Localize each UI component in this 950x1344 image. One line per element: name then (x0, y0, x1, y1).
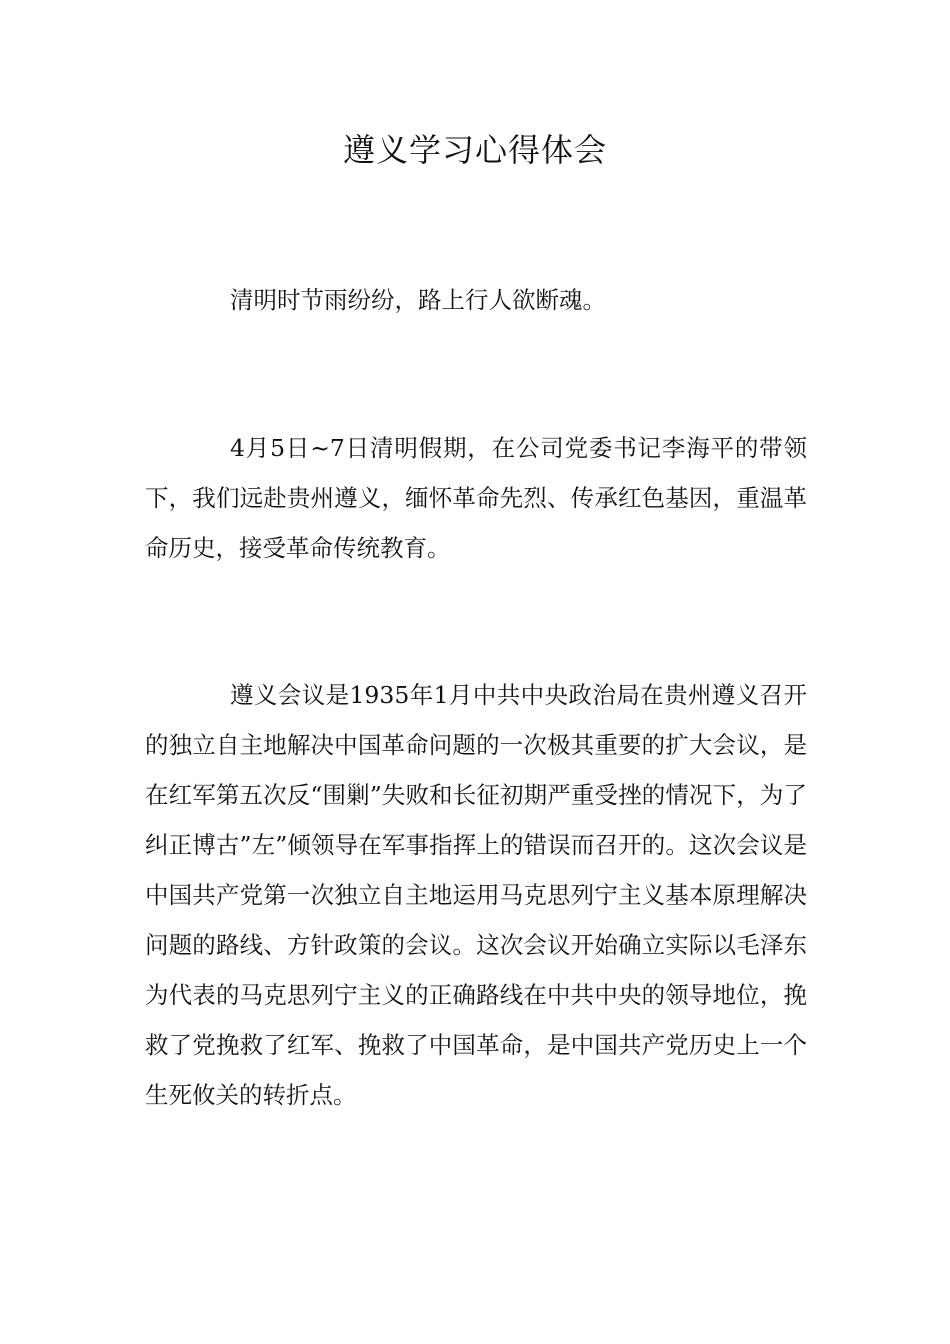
document-title: 遵义学习心得体会 (342, 131, 607, 169)
paragraph-zunyi-meeting: 遵义会议是1935年1月中共中央政治局在贵州遵义召开的独立自主地解决中国革命问题的一次极其重要的扩大会议，是在红军第五次反“围剿”失败和长征初期严重受挫的情况下，为了纠正博古”左”倾领导在军事指挥上的错误而召开的。这次会议是中国共产党第一次独立自主地运用马克思列宁主义基本原理解决问题的路线、方针政策的会议。这次会议开始确立实际以毛泽东为代表的马克思列宁主义的正确路线在中共中央的领导地位，挽救了党挽救了红军、挽救了中国革命，是中国共产党历史上一个生死攸关的转折点。 (145, 681, 807, 1109)
paragraph-trip: 4月5日~7日清明假期，在公司党委书记李海平的带领下，我们远赴贵州遵义，缅怀革命先烈、传承红色基因，重温革命历史，接受革命传统教育。 (145, 434, 807, 562)
paragraph-intro: 清明时节雨纷纷，路上行人欲断魂。 (230, 286, 606, 314)
